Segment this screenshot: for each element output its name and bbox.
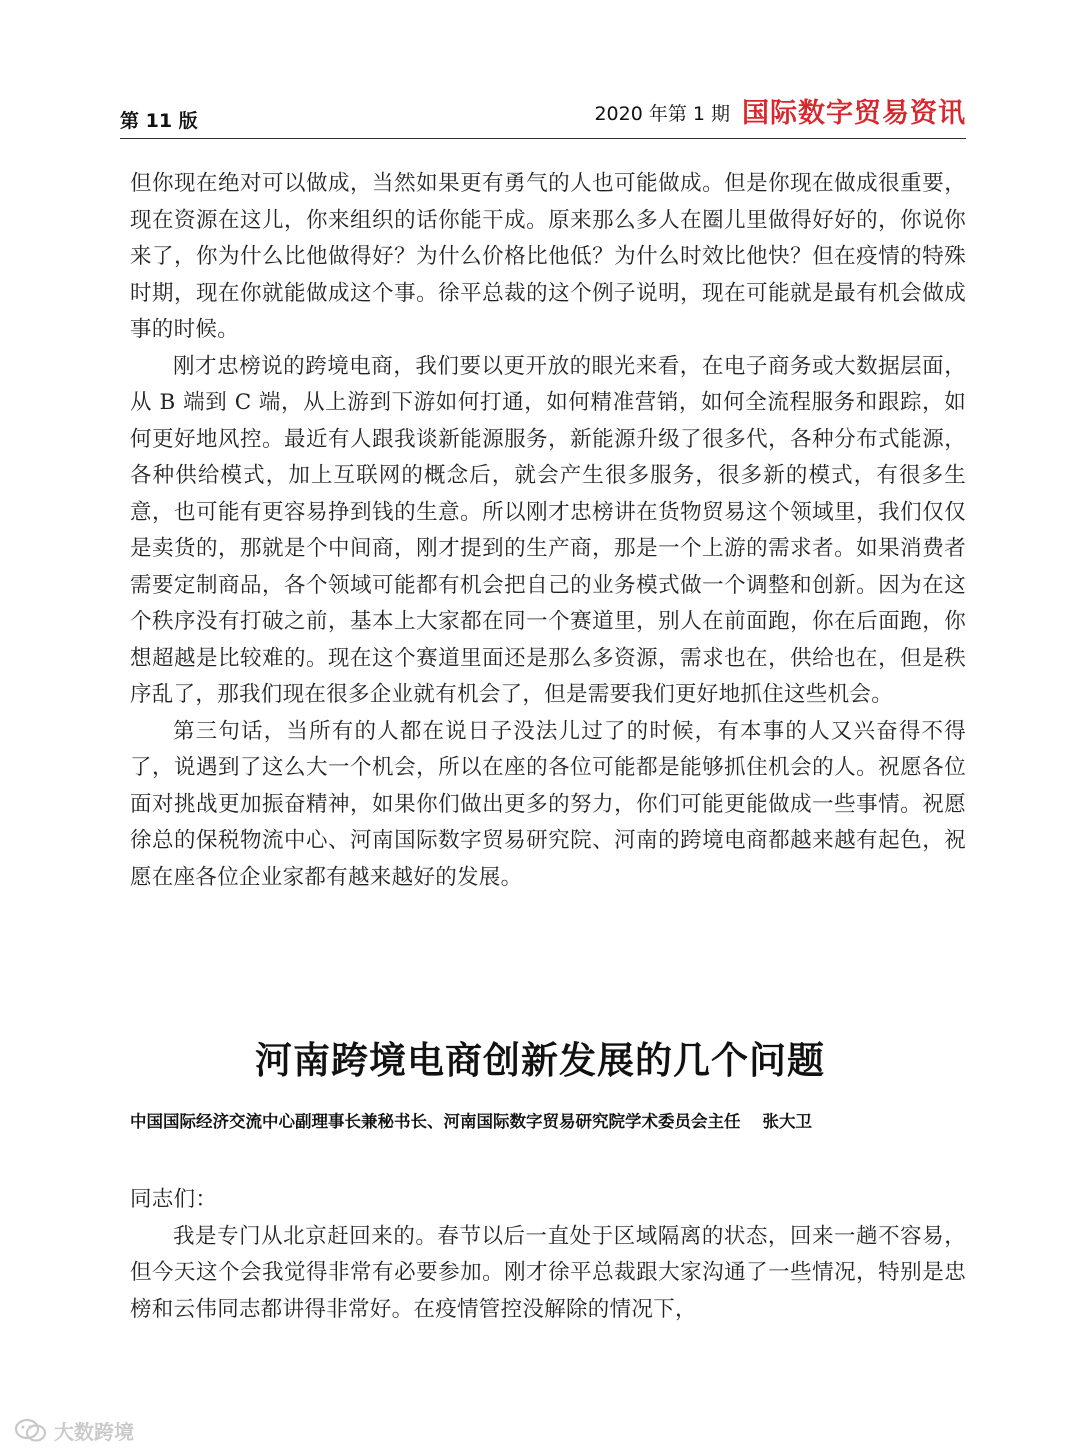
article1-paragraph: 但你现在绝对可以做成，当然如果更有勇气的人也可能做成。但是你现在做成很重要，现在资源在这儿，你来组织的话你能干成。原来那么多人在圈儿里做得好好的，你说你来了，你为什么比他做得好？为什么价格比他低？为什么时效比他快？但在疫情的特殊时期，现在你就能做成这个事。徐平总裁的这个例子说明，现在可能就是最有机会做成事的时候。 bbox=[130, 171, 966, 342]
salutation: 同志们： bbox=[130, 1187, 218, 1212]
article2-paragraph: 我是专门从北京赶回来的。春节以后一直处于区域隔离的状态，回来一趟不容易，但今天这个会我觉得非常有必要参加。刚才徐平总裁跟大家沟通了一些情况，特别是忠榜和云伟同志都讲得非常好。在疫情管控没解除的情况下， bbox=[130, 1223, 966, 1322]
article1-body bbox=[130, 166, 966, 896]
article2-body bbox=[130, 1182, 966, 1328]
author-affiliation: 中国国际经济交流中心副理事长兼秘书长、河南国际数字贸易研究院学术委员会主任 bbox=[130, 1112, 741, 1131]
header-divider bbox=[120, 138, 966, 139]
watermark bbox=[14, 1416, 134, 1445]
author-name: 张大卫 bbox=[762, 1112, 812, 1131]
article1-paragraph: 刚才忠榜说的跨境电商，我们要以更开放的眼光来看，在电子商务或大数据层面，从 B 端到 C 端，从上游到下游如何打通，如何精准营销，如何全流程服务和跟踪，如何更好地风控。最近有人跟我谈新能源服务，新能源升级了很多代，各种分布式能源，各种供给模式，加上互联网的概念后，就会产生很多服务，很多新的模式，有很多生意，也可能有更容易挣到钱的生意。所以刚才忠榜讲在货物贸易这个领域里，我们仅仅是卖货的，那就是个中间商，刚才提到的生产商，那是一个上游的需求者。如果消费者需要定制商品，各个领域可能都有机会把自己的业务模式做一个调整和创新。因为在这个秩序没有打破之前，基本上大家都在同一个赛道里，别人在前面跑，你在后面跑，你想超越是比较难的。现在这个赛道里面还是那么多资源，需求也在，供给也在，但是秩序乱了，那我们现在很多企业就有机会了，但是需要我们更好地抓住这些机会。 bbox=[130, 353, 966, 707]
article2-title: 河南跨境电商创新发展的几个问题 bbox=[255, 1038, 825, 1082]
wechat-logo-icon bbox=[14, 1418, 48, 1444]
article2-byline bbox=[130, 1108, 966, 1132]
page-header bbox=[120, 96, 966, 136]
article1-paragraph: 第三句话，当所有的人都在说日子没法儿过了的时候，有本事的人又兴奋得不得了，说遇到了这么大一个机会，所以在座的各位可能都是能够抓住机会的人。祝愿各位面对挑战更加振奋精神，如果你们做出更多的努力，你们可能更能做成一些事情。祝愿徐总的保税物流中心、河南国际数字贸易研究院、河南的跨境电商都越来越有起色，祝愿在座各位企业家都有越来越好的发展。 bbox=[130, 718, 966, 890]
publication-name: 国际数字贸易资讯 bbox=[742, 98, 966, 129]
watermark-text: 大数跨境 bbox=[54, 1420, 134, 1444]
page-number: 第 11 版 bbox=[120, 110, 198, 132]
header-right bbox=[594, 96, 966, 134]
issue-label: 2020 年第 1 期 bbox=[594, 103, 730, 125]
